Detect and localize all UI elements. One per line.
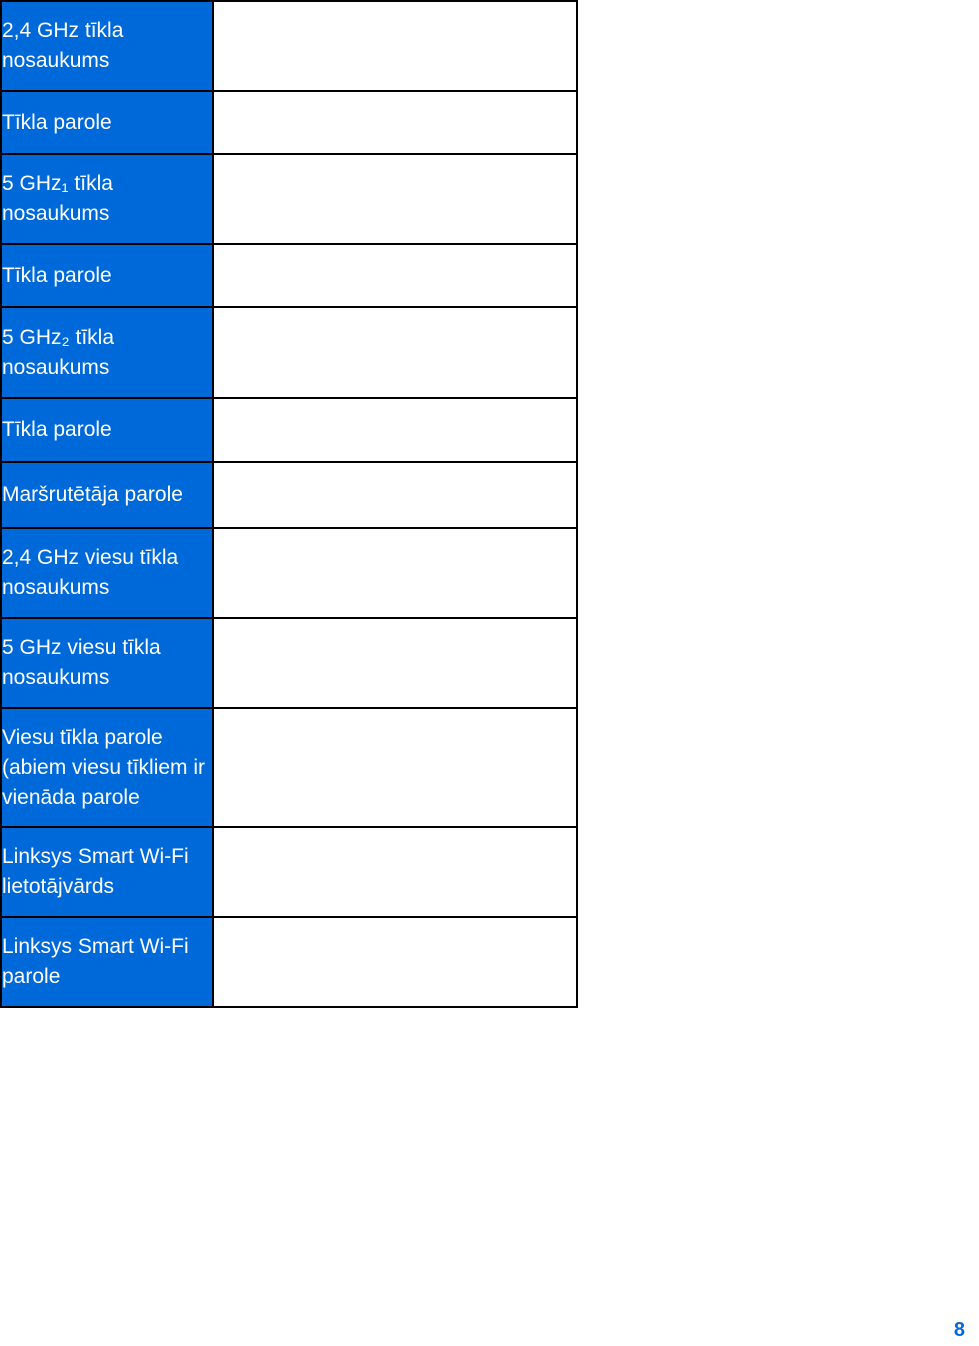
table-row <box>1 708 577 827</box>
row-label: 2,4 GHz viesu tīkla nosaukums <box>1 528 213 618</box>
row-value-blank <box>213 307 577 398</box>
row-value-blank <box>213 398 577 462</box>
row-value-blank <box>213 244 577 307</box>
page-number: 8 <box>953 1319 965 1341</box>
row-label: Linksys Smart Wi-Fi parole <box>1 917 213 1007</box>
table-row <box>1 462 577 528</box>
row-value-blank <box>213 917 577 1007</box>
table-row <box>1 91 577 154</box>
row-label: 5 GHz viesu tīkla nosaukums <box>1 618 213 708</box>
table-row <box>1 618 577 708</box>
table-row <box>1 917 577 1007</box>
row-label: 5 GHz₁ tīkla nosaukums <box>1 154 213 244</box>
row-label: Tīkla parole <box>1 91 213 154</box>
table-row <box>1 154 577 244</box>
row-value-blank <box>213 462 577 528</box>
row-label: Viesu tīkla parole (abiem viesu tīkliem ir vienāda parole <box>1 708 213 827</box>
row-label: 2,4 GHz tīkla nosaukums <box>1 1 213 91</box>
table-row <box>1 1 577 91</box>
row-value-blank <box>213 708 577 827</box>
row-label: Linksys Smart Wi-Fi lietotājvārds <box>1 827 213 917</box>
row-value-blank <box>213 1 577 91</box>
network-info-table <box>0 0 578 1008</box>
row-label: Tīkla parole <box>1 398 213 462</box>
table-row <box>1 307 577 398</box>
row-label: 5 GHz₂ tīkla nosaukums <box>1 307 213 398</box>
table-row <box>1 528 577 618</box>
row-value-blank <box>213 827 577 917</box>
table-row <box>1 827 577 917</box>
row-value-blank <box>213 154 577 244</box>
row-value-blank <box>213 91 577 154</box>
row-value-blank <box>213 618 577 708</box>
row-value-blank <box>213 528 577 618</box>
table-row <box>1 244 577 307</box>
row-label: Tīkla parole <box>1 244 213 307</box>
row-label: Maršrutētāja parole <box>1 462 213 528</box>
table-row <box>1 398 577 462</box>
